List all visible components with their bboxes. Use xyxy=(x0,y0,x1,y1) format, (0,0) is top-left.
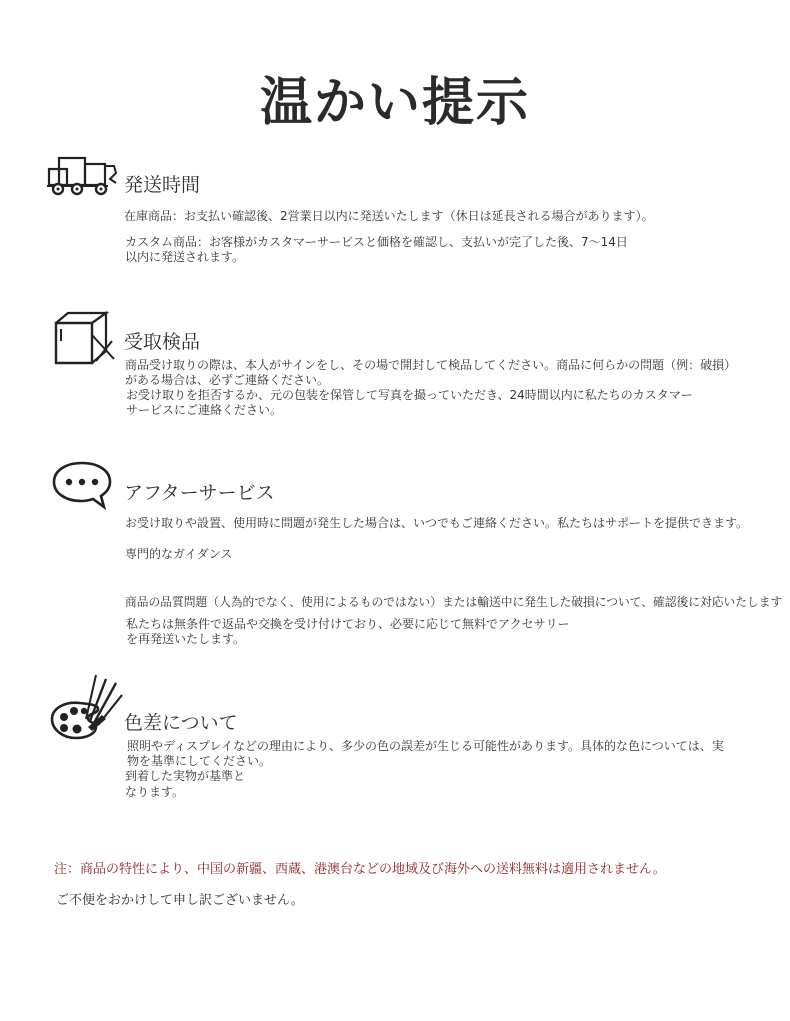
aftersales-return-text-line1: 私たちは無条件で返品や交換を受け付けており、必要に応じて無料でアクセサリー xyxy=(126,617,570,631)
color-text-line2: 物を基準にしてください。 xyxy=(127,754,272,768)
inspection-heading: 受取検品 xyxy=(124,331,201,353)
color-text-line1: 照明やディスプレイなどの理由により、多少の色の誤差が生じる可能性があります。具体的な色については、実 xyxy=(127,739,724,753)
aftersales-quality-text: 商品の品質問題（人為的でなく、使用によるものではない）または輸送中に発生した破損について、確認後に対応いたします xyxy=(125,595,783,609)
aftersales-return-text-line2: を再発送いたします。 xyxy=(126,632,246,646)
color-heading: 色差について xyxy=(124,712,238,734)
inspection-text-line3: お受け取りを拒否するか、元の包装を保管して写真を撮っていただき、24時間以内に私たちのカスタマー xyxy=(126,388,693,402)
color-text-line4: なります。 xyxy=(125,785,185,799)
shipping-custom-text-line2: 以内に発送されます。 xyxy=(125,250,245,264)
color-text-line3: 到着した実物が基準と xyxy=(125,769,246,783)
apology-note: ご不便をおかけして申し訳ございません。 xyxy=(56,893,304,908)
chat-bubble-icon xyxy=(52,460,114,510)
aftersales-contact-text: お受け取りや設置、使用時に問題が発生した場合は、いつでもご連絡ください。私たちはサポートを提供できます。 xyxy=(125,516,749,530)
box-icon xyxy=(52,311,116,367)
shipping-restriction-note: 注：商品の特性により、中国の新疆、西蔵、港澳台などの地域及び海外への送料無料は適用されません。 xyxy=(54,862,666,877)
shipping-custom-text-line1: カスタム商品：お客様がカスタマーサービスと価格を確認し、支払いが完了した後、7〜14日 xyxy=(125,235,628,249)
aftersales-guidance-text: 専門的なガイダンス xyxy=(125,547,233,561)
inspection-text-line2: がある場合は、必ずご連絡ください。 xyxy=(125,373,330,387)
palette-icon xyxy=(50,673,124,743)
page-title: 温かい提示 xyxy=(259,73,530,133)
inspection-text-line1: 商品受け取りの際は、本人がサインをし、その場で開封して検品してください。商品に何らかの問題（例：破損） xyxy=(125,358,737,372)
truck-icon xyxy=(46,155,120,197)
inspection-text-line4: サービスにご連絡ください。 xyxy=(126,403,283,417)
shipping-stock-text: 在庫商品：お支払い確認後、2営業日以内に発送いたします（休日は延長される場合があります）。 xyxy=(124,209,654,223)
aftersales-heading: アフターサービス xyxy=(124,482,275,504)
shipping-heading: 発送時間 xyxy=(124,174,201,196)
